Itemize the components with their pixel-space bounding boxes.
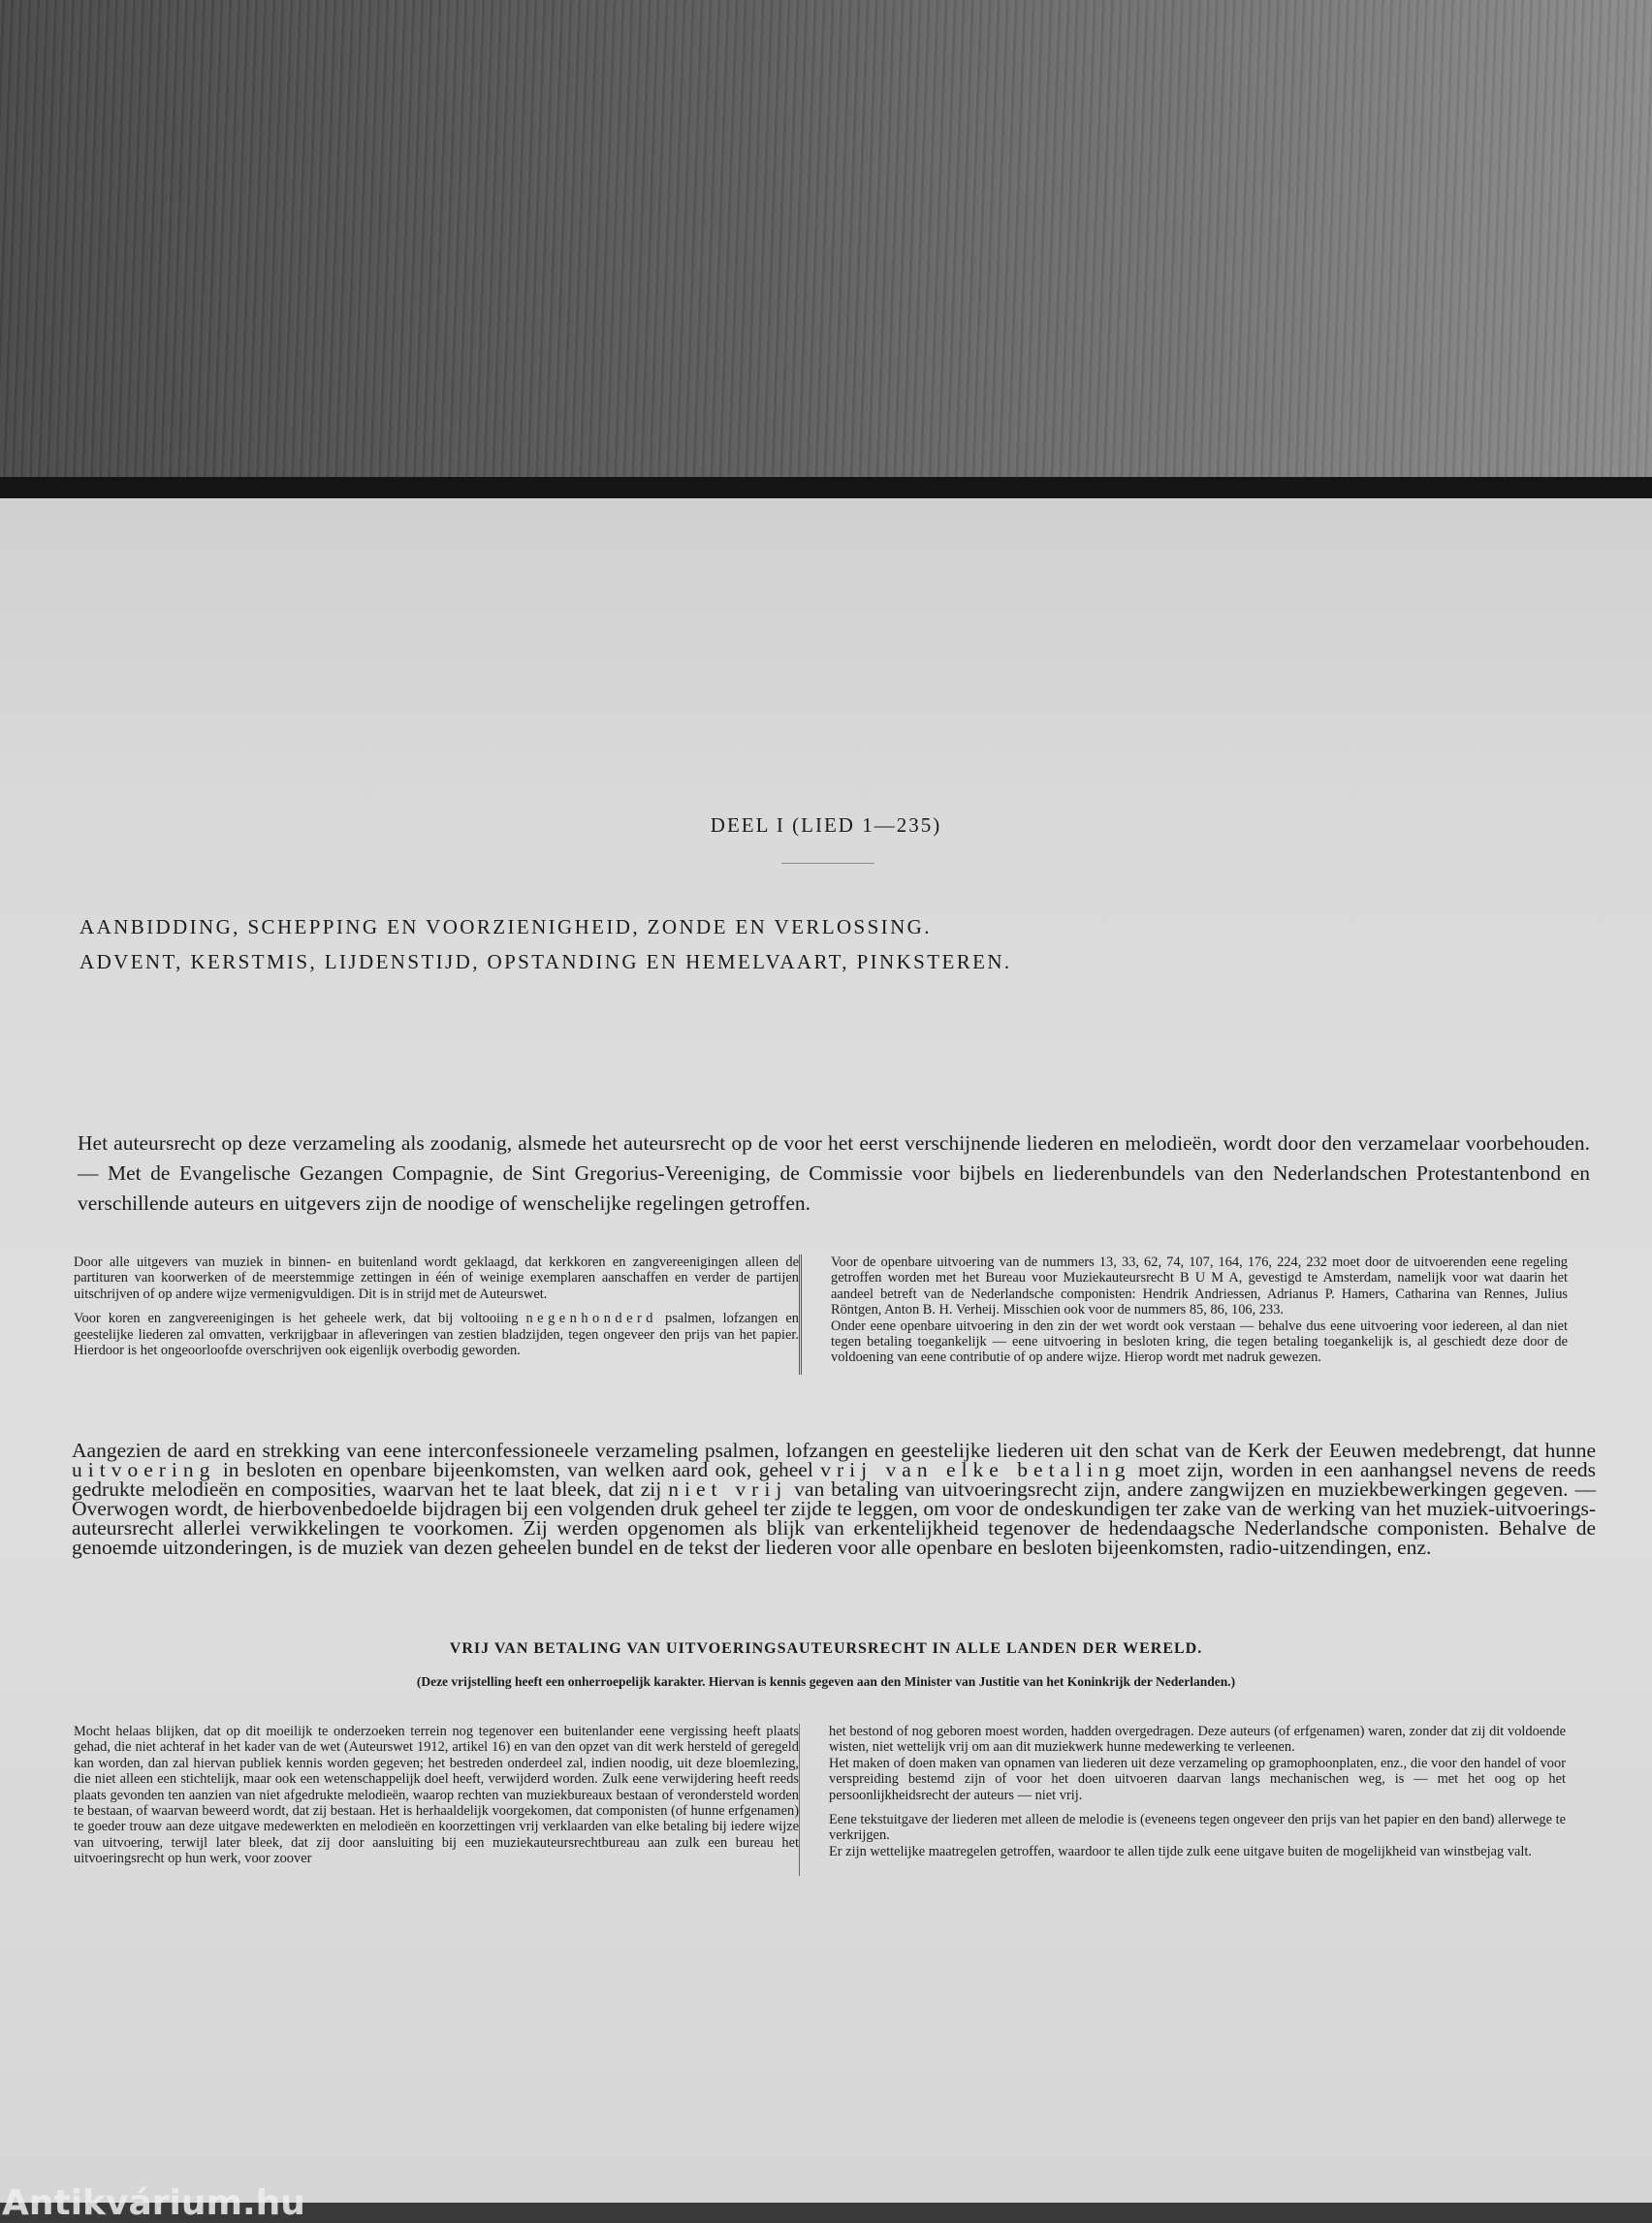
right-column <box>799 1254 1568 1375</box>
top-two-column-notes <box>74 1254 1592 1375</box>
text-run: in besloten en openbare bijeenkomsten, van welken aard ook, geheel <box>222 1458 813 1481</box>
page-top-edge <box>0 477 1652 498</box>
right-column <box>799 1724 1566 1876</box>
spaced-emphasis: vrij van elke betaling <box>820 1458 1131 1481</box>
paragraph: het bestond of nog geboren moest worden, hadden overgedragen. Deze auteurs (of erfgenamen) waren, zonder dat zij dit voldoende wisten, niet wettelijk vrij om aan dit muziekwerk hunne medewerking te verleenen. <box>829 1724 1566 1756</box>
title-divider <box>781 863 874 864</box>
subject-line: AANBIDDING, SCHEPPING EN VOORZIENIGHEID, ZONDE EN VERLOSSING. <box>79 915 932 938</box>
paragraph: Door alle uitgevers van muziek in binnen- en buitenland wordt geklaagd, dat kerkkoren en zangvereenigingen alleen de partituren van koorwerken of de meerstemmige zettingen in één of weinige exemplaren aanschaffen en verder de partijen uitschrijven of op andere wijze vermenigvuldigen. Dit is in strijd met de Auteurswet. <box>74 1254 799 1302</box>
watermark: Antikvárium.hu <box>2 2183 305 2223</box>
book-page <box>0 498 1652 2223</box>
left-column <box>74 1724 799 1876</box>
dark-background-surface <box>0 0 1652 477</box>
declaration-note: (Deze vrijstelling heeft een onherroepelijk karakter. Hiervan is kennis gegeven aan den Minister van Justitie van het Koninkrijk der Nederlanden.) <box>416 1674 1236 1689</box>
part-title: DEEL I (LIED 1—235) <box>710 813 942 837</box>
spaced-emphasis: negenhonderd <box>525 1311 658 1327</box>
subject-line: ADVENT, KERSTMIS, LIJDENSTIJD, OPSTANDING EN HEMELVAART, PINKSTEREN. <box>79 950 1012 973</box>
declaration-heading: VRIJ VAN BETALING VAN UITVOERINGSAUTEURSRECHT IN ALLE LANDEN DER WERELD. <box>449 1640 1203 1657</box>
paragraph: Eene tekstuitgave der liederen met alleen de melodie is (eveneens tegen ongeveer den prijs van het papier en den band) allerwege te verkrijgen. <box>829 1812 1566 1844</box>
text-run: Voor koren en zangvereenigingen is het geheele werk, dat bij voltooiing <box>74 1311 519 1327</box>
spaced-emphasis: uitvoering <box>72 1458 216 1481</box>
spaced-emphasis: niet vrij <box>668 1477 788 1501</box>
performance-rights-statement <box>72 1441 1596 1557</box>
text-run: psalmen, lofzangen en geestelijke liederen zal omvatten, verkrijgbaar in afleveringen van zestien bladzijden, tegen ongeveer den prijs van het papier. Hierdoor is het ongeoorloofde overschrijven ook eigenlijk overbodig geworden. <box>74 1311 799 1359</box>
subject-list <box>79 909 1573 979</box>
text-run: van betaling van uitvoeringsrecht zijn, andere zangwijzen en muziekbewerkingen gegeven. — Overwogen wordt, de hierbovenbedoelde bijdragen bij een volgenden druk geheel ter zijde te leggen, om voor de ondeskundigen ter zake van de werking van het muziek-uitvoerings-auteursrecht allerlei verwikkelingen te voorkomen. Zij werden opgenomen als blijk van erkentelijkheid tegenover de hedendaagsche Nederlandsche componisten. Behalve de genoemde uitzonderingen, is de muziek van dezen geheelen bundel en de tekst der liederen voor alle openbare en besloten bijeenkomsten, radio-uitzendingen, enz. <box>72 1477 1597 1559</box>
copyright-notice: Het auteursrecht op deze verzameling als zoodanig, alsmede het auteursrecht op de voor het eerst verschijnende liederen en melodieën, wordt door den verzamelaar voorbehouden. — Met de Evangelische Gezangen Compagnie, de Sint Gregorius-Vereeniging, de Commissie voor bijbels en liederenbundels van den Nederlandschen Protestantenbond en verschillende auteurs en uitgevers zijn de noodige of wenschelijke regelingen getroffen. <box>78 1131 1590 1215</box>
left-column <box>74 1254 799 1375</box>
bottom-two-column-notes <box>74 1724 1592 1876</box>
paragraph <box>74 1311 799 1358</box>
paragraph: Onder eene openbare uitvoering in den zin der wet wordt ook verstaan — behalve dus eene uitvoering voor iedereen, al dan niet tegen betaling toegankelijk — eene uitvoering in besloten kring, die tegen betaling toegankelijk is, al geschiedt deze door de voldoening van eene contributie of op andere wijze. Hierop wordt met nadruk gewezen. <box>831 1318 1568 1366</box>
paragraph: Mocht helaas blijken, dat op dit moeilijk te onderzoeken terrein nog tegenover een buitenlander eene vergissing heeft plaats gehad, die niet achteraf in het kader van de wet (Auteurswet 1912, artikel 16) en van den opzet van dit werk hersteld of geregeld kan worden, dan zal hiervan publiek kennis worden gegeven; het bestreden onderdeel zal, indien noodig, uit deze bloemlezing, die niet alleen een stichtelijk, maar ook een wetenschappelijk doel heeft, verwijderd worden. Zulk eene verwijdering heeft reeds plaats gevonden ten aanzien van niet afgedrukte melodieën, waarop rechten van muziekbureaux bestaan of verondersteld worden te bestaan, of waarvan beweerd wordt, dat zij bestaan. Het is herhaaldelijk voorgekomen, dat componisten (of hunne erfgenamen) te goeder trouw aan deze uitgave medewerkten en melodieën en koorzettingen vrij verklaarden van elke betaling bij iedere wijze van uitvoering, terwijl later bleek, dat zij door aansluiting bij een muziekauteursrechtbureau aan zulk een bureau het uitvoeringsrecht op hun werk, voor zoover <box>74 1724 799 1867</box>
paragraph: Voor de openbare uitvoering van de nummers 13, 33, 62, 74, 107, 164, 176, 224, 232 moet door de uitvoerenden eene regeling getroffen worden met het Bureau voor Muziekauteursrecht B U M A, gevestigd te Amsterdam, namelijk voor wat daarin het aandeel betreft van de Nederlandsche componisten: Hendrik Andriessen, Adrianus P. Hamers, Catharina van Rennes, Julius Röntgen, Anton B. H. Verheij. Misschien ook voor de nummers 85, 86, 106, 233. <box>831 1254 1568 1318</box>
text-run: moet zijn, worden in een aanhangsel nevens de reeds gedrukte melodieën en composities, waarvan het te laat bleek, dat zij <box>72 1458 1596 1501</box>
paragraph: Er zijn wettelijke maatregelen getroffen, waardoor te allen tijde zulk eene uitgave buiten de mogelijkheid van winstbejag valt. <box>829 1843 1532 1859</box>
paragraph: Het maken of doen maken van opnamen van liederen uit deze verzameling op gramophoonplaten, enz., die voor den handel of voor verspreiding bestemd zijn of voor het doen uitvoeren daarvan langs mechanischen weg, is — met het oog op het persoonlijkheidsrecht der auteurs — niet vrij. <box>829 1755 1566 1803</box>
text-run: Aangezien de aard en strekking van eene interconfessioneele verzameling psalmen, lofzangen en geestelijke liederen uit den schat van de Kerk der Eeuwen medebrengt, dat hunne <box>72 1439 1596 1462</box>
